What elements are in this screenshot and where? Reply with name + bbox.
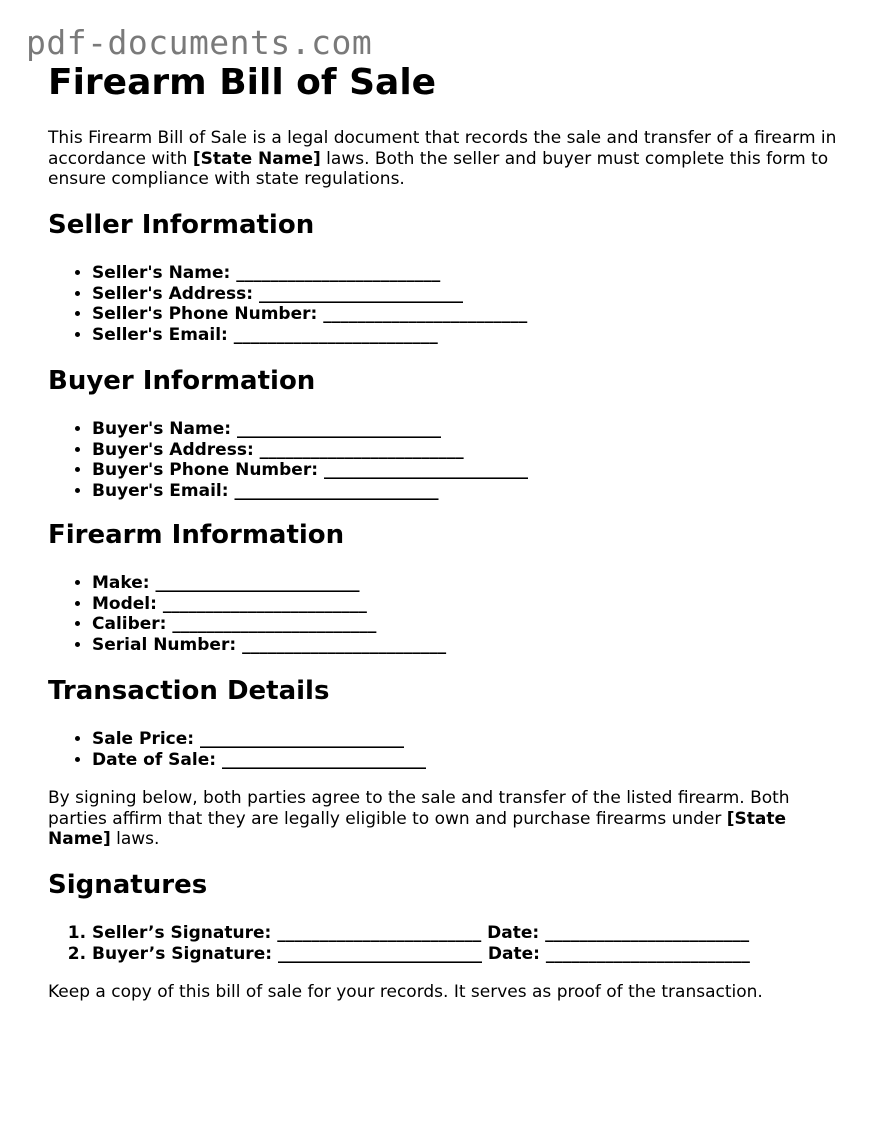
seller-phone-blank[interactable]: ________________________: [323, 304, 528, 325]
buyer-address-blank[interactable]: ________________________: [259, 439, 464, 460]
watermark: pdf-documents.com: [26, 23, 373, 62]
firearm-serial-field: • Serial Number: ________________________: [92, 635, 446, 656]
transaction-heading: Transaction Details: [48, 676, 330, 706]
buyer-signature-date-blank[interactable]: ________________________: [545, 943, 750, 964]
seller-email-field: • Seller's Email: ________________________: [92, 325, 527, 346]
seller-address-blank[interactable]: ________________________: [258, 283, 463, 304]
firearm-serial-blank[interactable]: ________________________: [242, 634, 447, 655]
buyer-name-field: • Buyer's Name: ________________________: [92, 419, 528, 440]
document-title: Firearm Bill of Sale: [48, 62, 437, 103]
firearm-make-blank[interactable]: ________________________: [155, 573, 360, 593]
firearm-field-list: [48, 573, 446, 655]
seller-signature-date-blank[interactable]: ________________________: [545, 923, 750, 943]
buyer-email-field: • Buyer's Email: ________________________: [92, 481, 528, 502]
seller-email-blank[interactable]: ________________________: [233, 324, 438, 345]
agreement-paragraph: [48, 788, 838, 850]
agreement-text-2: laws.: [110, 829, 160, 849]
buyer-signature-blank[interactable]: ________________________: [277, 943, 482, 964]
firearm-model-blank[interactable]: ________________________: [162, 593, 367, 614]
agreement-text-1: By signing below, both parties agree to the sale and transfer of the listed firearm. Both parties affirm that they are legally eligible to own and purchase firearms under: [48, 788, 790, 829]
firearm-caliber-field: • Caliber: ________________________: [92, 614, 446, 635]
signature-list: [48, 923, 750, 964]
seller-name-blank[interactable]: ________________________: [236, 263, 441, 283]
seller-name-field: • Seller's Name: ________________________: [92, 263, 527, 284]
seller-heading: Seller Information: [48, 210, 315, 240]
buyer-phone-field: • Buyer's Phone Number: ________________________: [92, 460, 528, 481]
firearm-make-field: • Make: ________________________: [92, 573, 446, 594]
seller-field-list: [48, 263, 527, 345]
seller-address-field: • Seller's Address: ________________________: [92, 284, 527, 305]
firearm-model-field: • Model: ________________________: [92, 594, 446, 615]
seller-signature-blank[interactable]: ________________________: [277, 923, 482, 943]
firearm-caliber-blank[interactable]: ________________________: [172, 614, 377, 635]
buyer-email-blank[interactable]: ________________________: [234, 480, 439, 501]
sale-price-blank[interactable]: ________________________: [200, 729, 404, 749]
buyer-phone-blank[interactable]: ________________________: [323, 460, 528, 481]
date-of-sale-blank[interactable]: ________________________: [221, 749, 426, 770]
seller-phone-field: • Seller's Phone Number: ________________________: [92, 304, 527, 325]
buyer-field-list: [48, 419, 528, 501]
buyer-signature-row: 2. Buyer’s Signature: ________________________ Date: ________________________: [92, 944, 750, 965]
seller-signature-row: 1. Seller’s Signature: ________________________ Date: ________________________: [92, 923, 750, 944]
footer-note: Keep a copy of this bill of sale for your records. It serves as proof of the transaction.: [48, 982, 763, 1002]
agreement-state-name: [State Name]: [48, 808, 787, 849]
intro-text-1: This Firearm Bill of Sale is a legal document that records the sale and transfer of a firearm in accordance with: [48, 128, 837, 169]
buyer-heading: Buyer Information: [48, 366, 316, 396]
buyer-name-blank[interactable]: ________________________: [236, 419, 441, 439]
buyer-address-field: • Buyer's Address: ________________________: [92, 440, 528, 461]
signatures-heading: Signatures: [48, 870, 208, 900]
sale-price-field: • Sale Price: ________________________: [92, 729, 426, 750]
intro-text-2: laws. Both the seller and buyer must complete this form to ensure compliance with state regulations.: [48, 148, 829, 189]
intro-paragraph: [48, 128, 843, 190]
date-of-sale-field: • Date of Sale: ________________________: [92, 750, 426, 771]
firearm-heading: Firearm Information: [48, 520, 345, 550]
transaction-field-list: [48, 729, 426, 770]
intro-state-name: [State Name]: [192, 148, 321, 169]
